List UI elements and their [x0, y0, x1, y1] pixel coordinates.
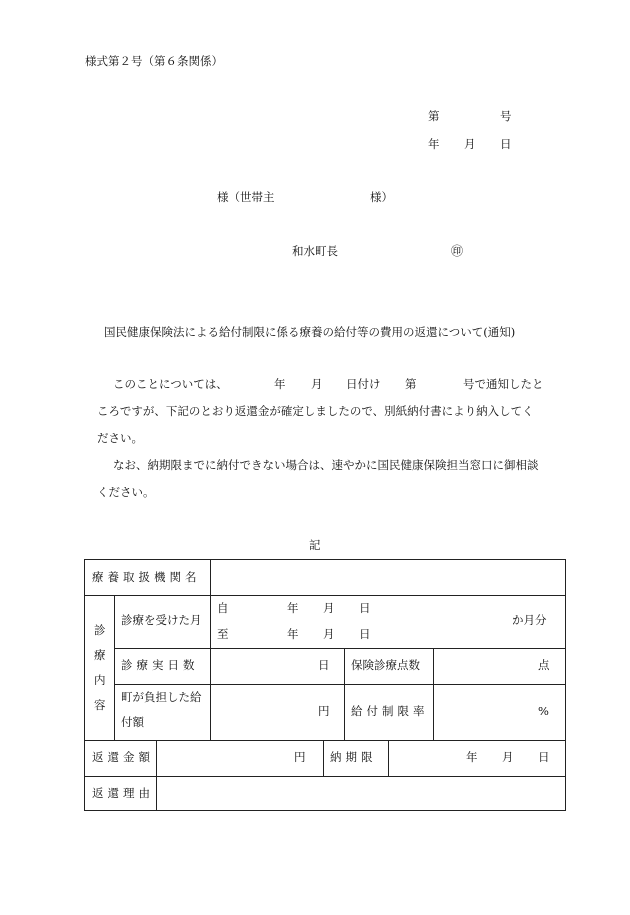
shinryo-char-4: 容 — [94, 698, 106, 712]
from-year: 年 — [287, 601, 299, 615]
table-rule-h3 — [114, 684, 565, 685]
body-line1-dai: 第 — [405, 377, 417, 391]
percent-unit: % — [538, 704, 549, 718]
to-label: 至 — [217, 627, 229, 641]
issue-number-suffix: 号 — [500, 109, 512, 123]
table-rule-v-label — [210, 595, 211, 740]
document-title: 国民健康保険法による給付制限に係る療養の給付等の費用の返還について(通知) — [104, 325, 516, 339]
form-number: 様式第２号（第６条関係） — [85, 54, 223, 68]
town-paid-label-2: 付額 — [121, 715, 144, 729]
reason-label: 返還理由 — [92, 786, 154, 800]
shinryo-char-3: 内 — [94, 673, 106, 687]
issue-number-prefix: 第 — [428, 109, 440, 123]
date-month: 月 — [464, 137, 476, 151]
table-rule-v-inst — [210, 559, 211, 595]
table-rule-v-shinryo — [114, 595, 115, 740]
shinryo-char-1: 診 — [94, 623, 106, 637]
table-rule-v-right — [433, 648, 434, 740]
date-day: 日 — [500, 137, 512, 151]
town-paid-label-1: 町が負担した給 — [121, 690, 202, 704]
body-line1-rest: 号で通知したと — [463, 377, 544, 391]
refund-unit: 円 — [294, 750, 306, 764]
date-year: 年 — [428, 137, 440, 151]
restriction-label: 給付制限率 — [351, 704, 429, 718]
period-label: 診療を受けた月 — [121, 613, 202, 627]
table-rule-v-mid — [344, 648, 345, 740]
from-label: 自 — [217, 601, 229, 615]
due-day: 日 — [538, 750, 550, 764]
sender-title: 和水町長 — [292, 244, 338, 258]
table-rule-h2 — [114, 648, 565, 649]
body-line4: なお、納期限までに納付できない場合は、速やかに国民健康保険担当窓口に御相談 — [113, 458, 539, 472]
days-unit: 日 — [318, 658, 330, 672]
to-year: 年 — [287, 627, 299, 641]
body-line3: ださい。 — [97, 431, 143, 445]
body-line5: ください。 — [97, 485, 155, 499]
to-month: 月 — [323, 627, 335, 641]
due-label: 納期限 — [330, 750, 377, 764]
days-label: 診療実日数 — [121, 658, 199, 672]
seal-mark: ㊞ — [451, 244, 464, 258]
from-month: 月 — [323, 601, 335, 615]
body-line1-a: このことについては、 — [113, 377, 228, 391]
table-rule-v-due-left — [323, 740, 324, 776]
due-year: 年 — [466, 750, 478, 764]
recipient-sama: 様（世帯主 — [217, 190, 275, 204]
table-rule-h1 — [84, 595, 565, 596]
body-line1-date: 日付け — [346, 377, 381, 391]
table-rule-v-bottom-label — [156, 740, 157, 811]
to-day: 日 — [359, 627, 371, 641]
months-unit: か月分 — [512, 613, 547, 627]
table-rule-v-due-right — [388, 740, 389, 776]
body-line1-year: 年 — [274, 377, 286, 391]
ki-label: 記 — [309, 538, 321, 552]
body-line2: ころですが、下記のとおり返還金が確定しましたので、別紙納付書により納入してく — [97, 404, 534, 418]
due-month: 月 — [502, 750, 514, 764]
points-unit: 点 — [538, 658, 550, 672]
shinryo-char-2: 療 — [94, 648, 106, 662]
institution-label: 療養取扱機関名 — [92, 570, 201, 584]
body-line1-month: 月 — [311, 377, 323, 391]
yen-unit: 円 — [318, 704, 330, 718]
points-label: 保険診療点数 — [351, 658, 420, 672]
recipient-sama-close: 様） — [370, 190, 393, 204]
refund-label: 返還金額 — [92, 750, 154, 764]
from-day: 日 — [359, 601, 371, 615]
